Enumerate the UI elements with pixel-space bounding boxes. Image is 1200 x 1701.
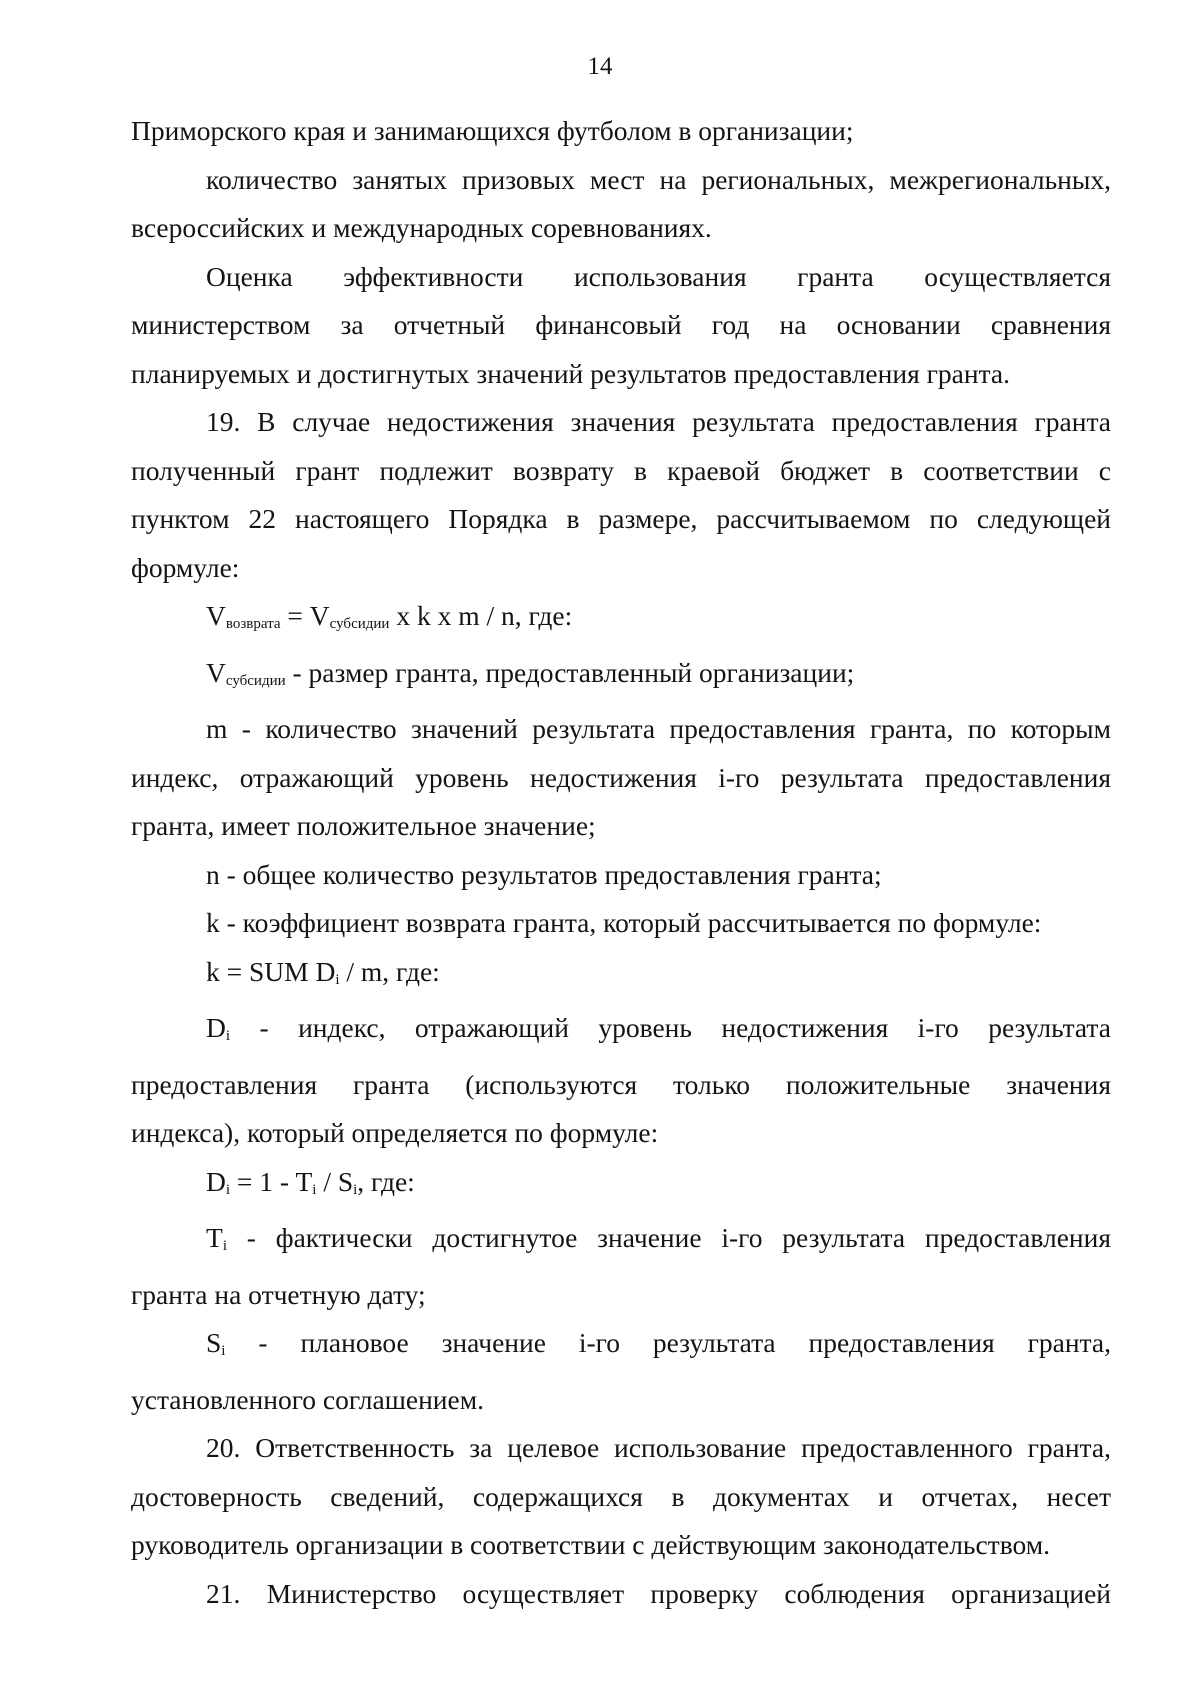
text-line: 20. Ответственность за целевое использование предоставленного гранта, bbox=[206, 1432, 1111, 1463]
definition-d-line-3: индекса), который определяется по формуле: bbox=[131, 1117, 659, 1148]
formula-k: k = SUM Di / m, где: bbox=[206, 955, 440, 988]
text-line: полученный грант подлежит возврату в краевой бюджет в соответствии с bbox=[131, 454, 1111, 486]
text-line: 19. В случае недостижения значения результата предоставления гранта bbox=[206, 406, 1111, 437]
text-line: индекс, отражающий уровень недостижения i-го результата предоставления bbox=[131, 761, 1111, 793]
formula-return: $V_{возврата} = V_{субсидии}$ x k x m / n, где: bbox=[206, 600, 573, 632]
document-body bbox=[131, 107, 1111, 1618]
text-line: планируемых и достигнутых значений результатов предоставления гранта. bbox=[131, 357, 1010, 389]
definition-s-line-1: Si - плановое значение i-го результата предоставления гранта, bbox=[206, 1327, 1111, 1359]
text-line: m - количество значений результата предоставления гранта, по которым bbox=[206, 713, 1111, 744]
definition-t-line-2: гранта на отчетную дату; bbox=[131, 1278, 426, 1310]
text-line: количество занятых призовых мест на региональных, межрегиональных, bbox=[206, 163, 1111, 195]
text-line: министерством за отчетный финансовый год на основании сравнения bbox=[131, 309, 1111, 340]
definition-v-subsidy: $V_{субсидии}$ - размер гранта, предоставленный организации; bbox=[206, 656, 855, 689]
text-line: 21. Министерство осуществляет проверку соблюдения организацией bbox=[206, 1577, 1111, 1609]
formula-d: Di = 1 - Ti / Si, где: bbox=[206, 1165, 415, 1198]
text-line: формуле: bbox=[131, 551, 240, 583]
text-line: гранта, имеет положительное значение; bbox=[131, 810, 596, 841]
text-line: Приморского края и занимающихся футболом в организации; bbox=[131, 115, 854, 146]
definition-t-line-1: Ti - фактически достигнутое значение i-го результата предоставления bbox=[206, 1222, 1111, 1254]
text-line: пунктом 22 настоящего Порядка в размере, рассчитываемом по следующей bbox=[131, 503, 1111, 534]
text-line: n - общее количество результатов предоставления гранта; bbox=[206, 858, 882, 890]
text-line: всероссийских и международных соревнованиях. bbox=[131, 212, 712, 243]
paragraph-block-1 bbox=[131, 107, 1111, 592]
paragraph-block-3 bbox=[131, 1424, 1111, 1618]
definition-d-line-2: предоставления гранта (используются только положительные значения bbox=[131, 1068, 1111, 1100]
text-line: k - коэффициент возврата гранта, который рассчитывается по формуле: bbox=[206, 907, 1042, 938]
definition-s-line-2: установленного соглашением. bbox=[131, 1383, 485, 1415]
text-line: руководитель организации в соответствии с действующим законодательством. bbox=[131, 1529, 1050, 1560]
paragraph-block-2 bbox=[131, 705, 1111, 948]
text-line: достоверность сведений, содержащихся в документах и отчетах, несет bbox=[131, 1480, 1111, 1512]
text-line: Оценка эффективности использования гранта осуществляется bbox=[206, 260, 1111, 292]
definition-d-line-1: Di - индекс, отражающий уровень недостижения i-го результата bbox=[206, 1012, 1111, 1044]
page-number: 14 bbox=[587, 53, 613, 80]
